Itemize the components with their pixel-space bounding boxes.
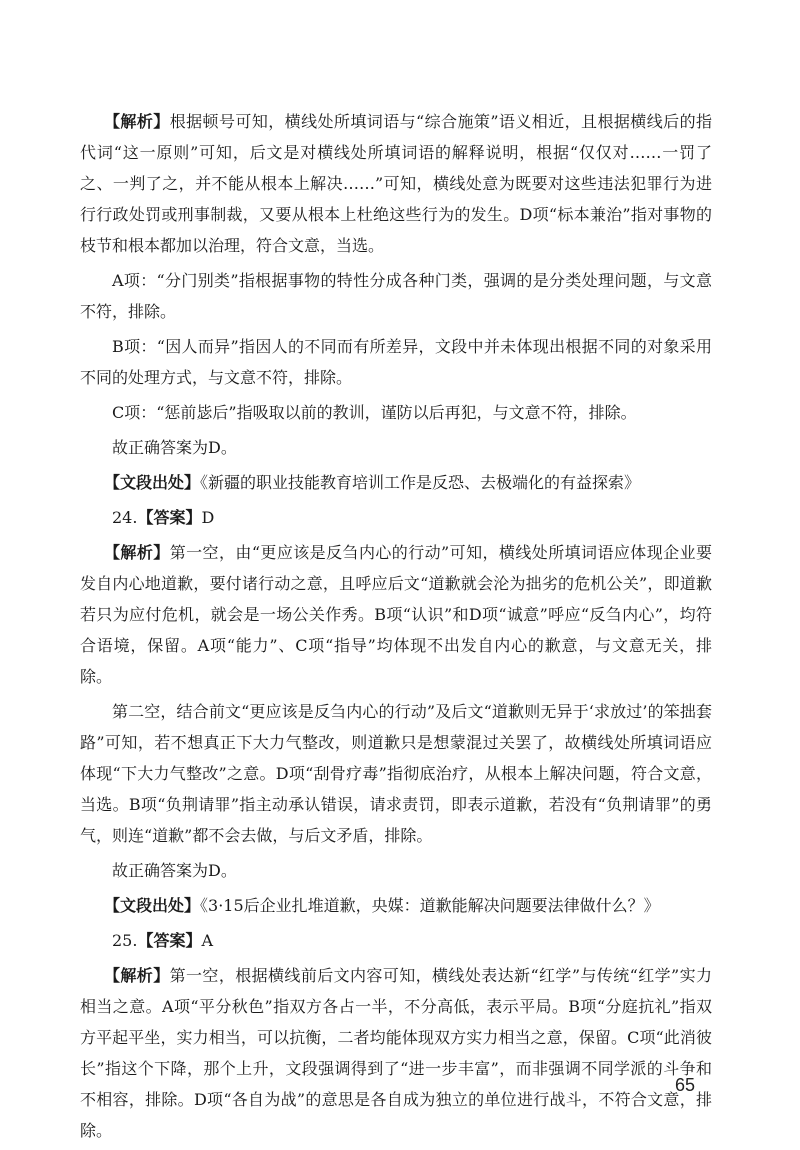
analysis-tag: 【解析】 [104,112,170,131]
q24-second-blank-paragraph: 第二空，结合前文“更应该是反刍内心的行动”及后文“道歉则无异于‘求放过’的笨拙套路”可知，若不想真正下大力气整改，则道歉只是想蒙混过关罢了，故横线处所填词语应体现“下大力气整改”之意。D项“刮骨疗毒”指彻底治疗，从根本上解决问题，符合文意，当选。B项“负荆请罪”指主动承认错误，请求责罚，即表示道歉，若没有“负荆请罪”的勇气，则连“道歉”都不会去做，与后文矛盾，排除。 [80,702,712,845]
q24-answer-line [80,502,712,533]
analysis-tag: 【解析】 [104,543,170,562]
option-b-paragraph: B项：“因人而异”指因人的不同而有所差异，文段中并未体现出根据不同的对象采用不同的处理方式，与文意不符，排除。 [80,337,712,387]
q23-analysis-paragraph [80,106,712,261]
analysis-tag: 【解析】 [104,966,170,985]
answer-tag: 【答案】 [137,931,202,950]
analysis-text: 第一空，根据横线前后文内容可知，横线处表达新“红学”与传统“红学”实力相当之意。A项“平分秋色”指双方各占一半，不分高低，表示平局。B项“分庭抗礼”指双方平起平坐，实力相当，可以抗衡，二者均能体现双方实力相当之意，保留。C项“此消彼长”指这个下降，那个上升，文段强调得到了“进一步丰富”，而非强调不同学派的斗争和不相容，排除。D项“各自为战”的意思是各自成为独立的单位进行战斗，不符合文意，排除。 [80,966,712,1140]
source-paragraph [80,467,712,498]
conclusion-paragraph: 故正确答案为D。 [112,438,237,457]
q24-analysis-paragraph [80,537,712,692]
analysis-text: 根据顿号可知，横线处所填词语与“综合施策”语义相近，且根据横线后的指代词“这一原则”可知，后文是对横线处所填词语的解释说明，根据“仅仅对……一罚了之、一判了之，并不能从根本上解决……”可知，横线处意为既要对这些违法犯罪行为进行行政处罚或刑事制裁，又要从根本上杜绝这些行为的发生。D项“标本兼治”指对事物的枝节和根本都加以治理，符合文意，当选。 [80,112,712,255]
source-text: 《3·15后企业扎堆道歉，央媒：道歉能解决问题要法律做什么？》 [200,896,660,915]
q25-analysis-paragraph [80,960,712,1146]
answer-tag: 【答案】 [137,508,202,527]
answer-value: D [201,508,215,527]
conclusion-paragraph: 故正确答案为D。 [112,861,237,880]
question-number: 25. [112,931,138,950]
q25-answer-line [80,925,712,956]
page-number: 65 [675,1075,696,1095]
analysis-text: 第一空，由“更应该是反刍内心的行动”可知，横线处所填词语应体现企业要发自内心地道歉，要付诸行动之意，且呼应后文“道歉就会沦为拙劣的危机公关”，即道歉若只为应付危机，就会是一场公关作秀。B项“认识”和D项“诚意”呼应“反刍内心”，均符合语境，保留。A项“能力”、C项“指导”均体现不出发自内心的歉意，与文意无关，排除。 [80,543,712,686]
source-tag: 【文段出处】 [104,473,201,492]
source-paragraph [80,890,712,921]
source-text: 《新疆的职业技能教育培训工作是反恐、去极端化的有益探索》 [200,473,641,492]
source-tag: 【文段出处】 [104,896,201,915]
option-c-paragraph: C项：“惩前毖后”指吸取以前的教训，谨防以后再犯，与文意不符，排除。 [112,403,637,422]
page-content [80,106,712,1150]
option-a-paragraph: A项：“分门别类”指根据事物的特性分成各种门类，强调的是分类处理问题，与文意不符，排除。 [80,271,712,321]
question-number: 24. [112,508,138,527]
answer-value: A [201,931,214,950]
